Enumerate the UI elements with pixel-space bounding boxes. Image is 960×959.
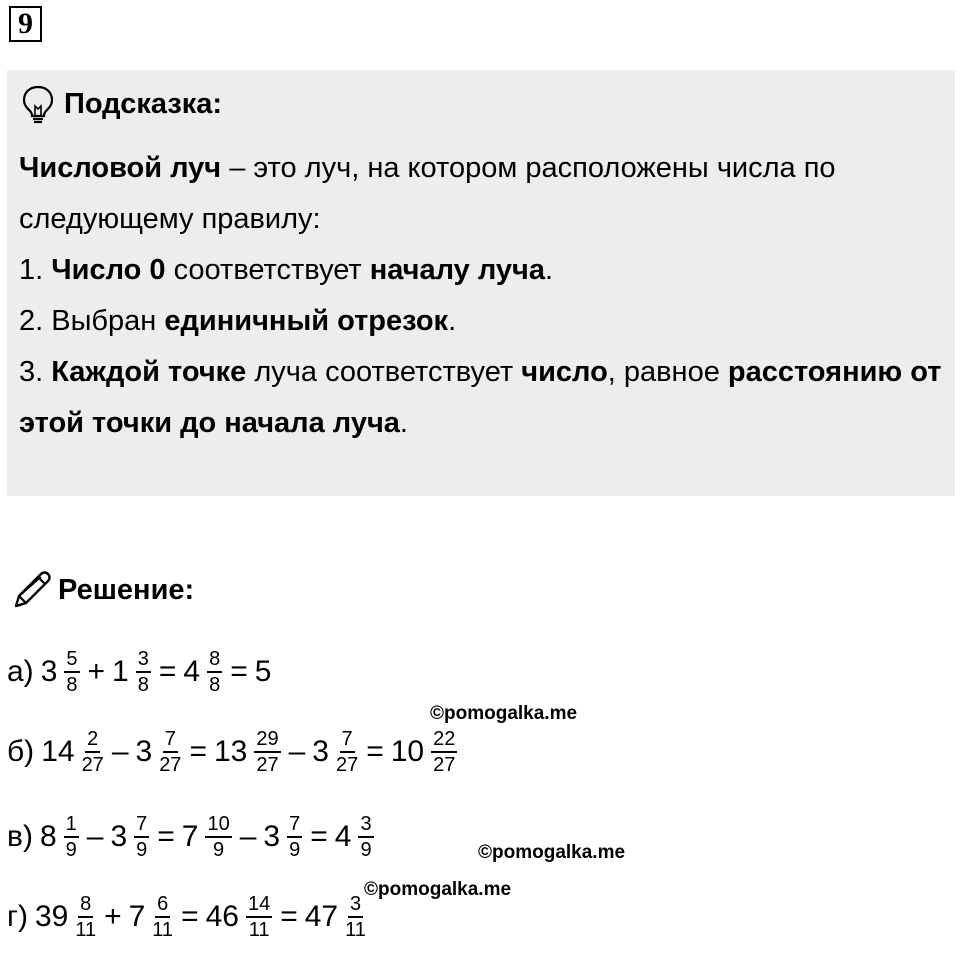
whole-part: 3 [40,655,58,688]
fraction [64,648,79,696]
fraction [205,813,231,861]
whole-part: 7 [181,820,199,853]
hint-text [19,143,944,449]
fraction [134,813,149,861]
equation-c [7,813,382,861]
numerator: 7 [287,813,302,838]
operator: = [157,820,175,853]
whole-part: 8 [39,820,57,853]
whole-part: 3 [263,820,281,853]
solution-title: Решение: [58,573,195,606]
denominator: 27 [433,754,456,776]
operator: = [366,735,384,768]
operator: + [87,655,106,688]
rule-text: луча соответствует [246,356,522,388]
fraction [82,728,104,776]
intro-text: – это луч, на котором расположены числа по следующему правилу: [19,152,836,235]
hint-box [7,70,955,496]
hint-rule-1 [19,245,944,296]
rule-text: Выбран [51,305,165,337]
numerator: 29 [254,728,280,753]
fraction [431,728,457,776]
hint-intro [19,143,944,245]
numerator: 3 [348,893,363,918]
denominator: 8 [66,674,78,696]
rule-text: . [399,407,408,439]
numerator: 22 [431,728,457,753]
whole-part: 10 [390,735,425,768]
rule-number: 1. [19,254,52,286]
lightbulb-icon [20,84,56,124]
denominator: 11 [248,919,270,941]
operator: = [230,655,248,688]
whole-part: 46 [205,900,239,933]
denominator: 11 [75,919,97,941]
denominator: 9 [213,839,225,861]
operator: = [189,735,207,768]
hint-title: Подсказка: [64,87,223,120]
numerator: 8 [78,893,93,918]
whole-part: 13 [213,735,248,768]
whole-part: 3 [135,735,153,768]
fraction [254,728,280,776]
hint-header [20,84,222,124]
whole-part: 4 [183,655,201,688]
whole-part: 3 [110,820,128,853]
denominator: 27 [159,754,182,776]
equation-b [7,728,465,776]
denominator: 9 [65,839,77,861]
equation-label: а) [7,655,34,688]
whole-part: 3 [312,735,329,768]
denominator: 9 [136,839,148,861]
fraction [159,728,181,776]
rule-bold-text: началу луча [369,254,545,286]
rule-number: 2. [19,305,52,337]
solution-header [10,568,194,612]
pencil-icon [10,568,54,612]
task-number-badge: 9 [9,6,42,42]
watermark: ©pomogalka.me [430,703,578,724]
term-number-ray: Числовой луч [19,152,222,184]
operator: = [181,900,199,933]
fraction [358,813,373,861]
equation-d [7,893,374,941]
denominator: 9 [360,839,372,861]
fraction [136,648,151,696]
numerator: 7 [163,728,178,753]
numerator: 10 [205,813,231,838]
operator: – [239,820,257,853]
operator: – [86,820,104,853]
result: 5 [254,655,272,688]
rule-bold-text: расстоянию от этой точки до начала луча [19,356,942,439]
numerator: 7 [134,813,149,838]
denominator: 8 [209,674,221,696]
fraction [75,893,96,941]
denominator: 27 [335,754,359,776]
numerator: 14 [246,893,272,918]
rule-bold-text: единичный отрезок [164,305,449,337]
equation-label: б) [7,735,35,768]
denominator: 11 [345,919,366,941]
rule-text: соответствует [165,254,370,286]
numerator: 5 [64,648,79,673]
denominator: 8 [137,674,149,696]
operator: = [158,655,177,688]
whole-part: 14 [41,735,75,768]
rule-number: 3. [19,356,52,388]
denominator: 9 [289,839,301,861]
numerator: 3 [358,813,373,838]
operator: + [104,900,122,933]
rule-text: . [448,305,457,337]
denominator: 11 [152,919,174,941]
hint-rule-2 [19,296,944,347]
whole-part: 4 [334,820,352,853]
rule-text: . [545,254,554,286]
rule-text: , равное [607,356,728,388]
hint-rule-3 [19,347,944,449]
fraction [287,813,302,861]
fraction [64,813,79,861]
rule-bold-text: Число 0 [51,254,166,286]
numerator: 3 [136,648,151,673]
numerator: 8 [207,648,222,673]
rule-bold-text: Каждой точке [51,356,247,388]
numerator: 2 [85,728,100,753]
equation-a [7,648,278,696]
watermark: ©pomogalka.me [478,842,626,863]
watermark: ©pomogalka.me [364,879,512,900]
whole-part: 39 [34,900,69,933]
fraction [152,893,173,941]
fraction [336,728,358,776]
equation-label: в) [7,820,33,853]
whole-part: 1 [112,655,129,688]
fraction [207,648,222,696]
rule-bold-text: число [521,356,608,388]
operator: = [310,820,328,853]
operator: – [288,735,306,768]
whole-part: 47 [304,900,339,933]
equation-label: г) [7,900,28,933]
fraction [246,893,272,941]
denominator: 27 [81,754,104,776]
numerator: 1 [64,813,79,838]
numerator: 6 [155,893,170,918]
fraction [345,893,366,941]
operator: – [111,735,129,768]
whole-part: 7 [128,900,146,933]
operator: = [280,900,298,933]
denominator: 27 [256,754,279,776]
numerator: 7 [340,728,355,753]
